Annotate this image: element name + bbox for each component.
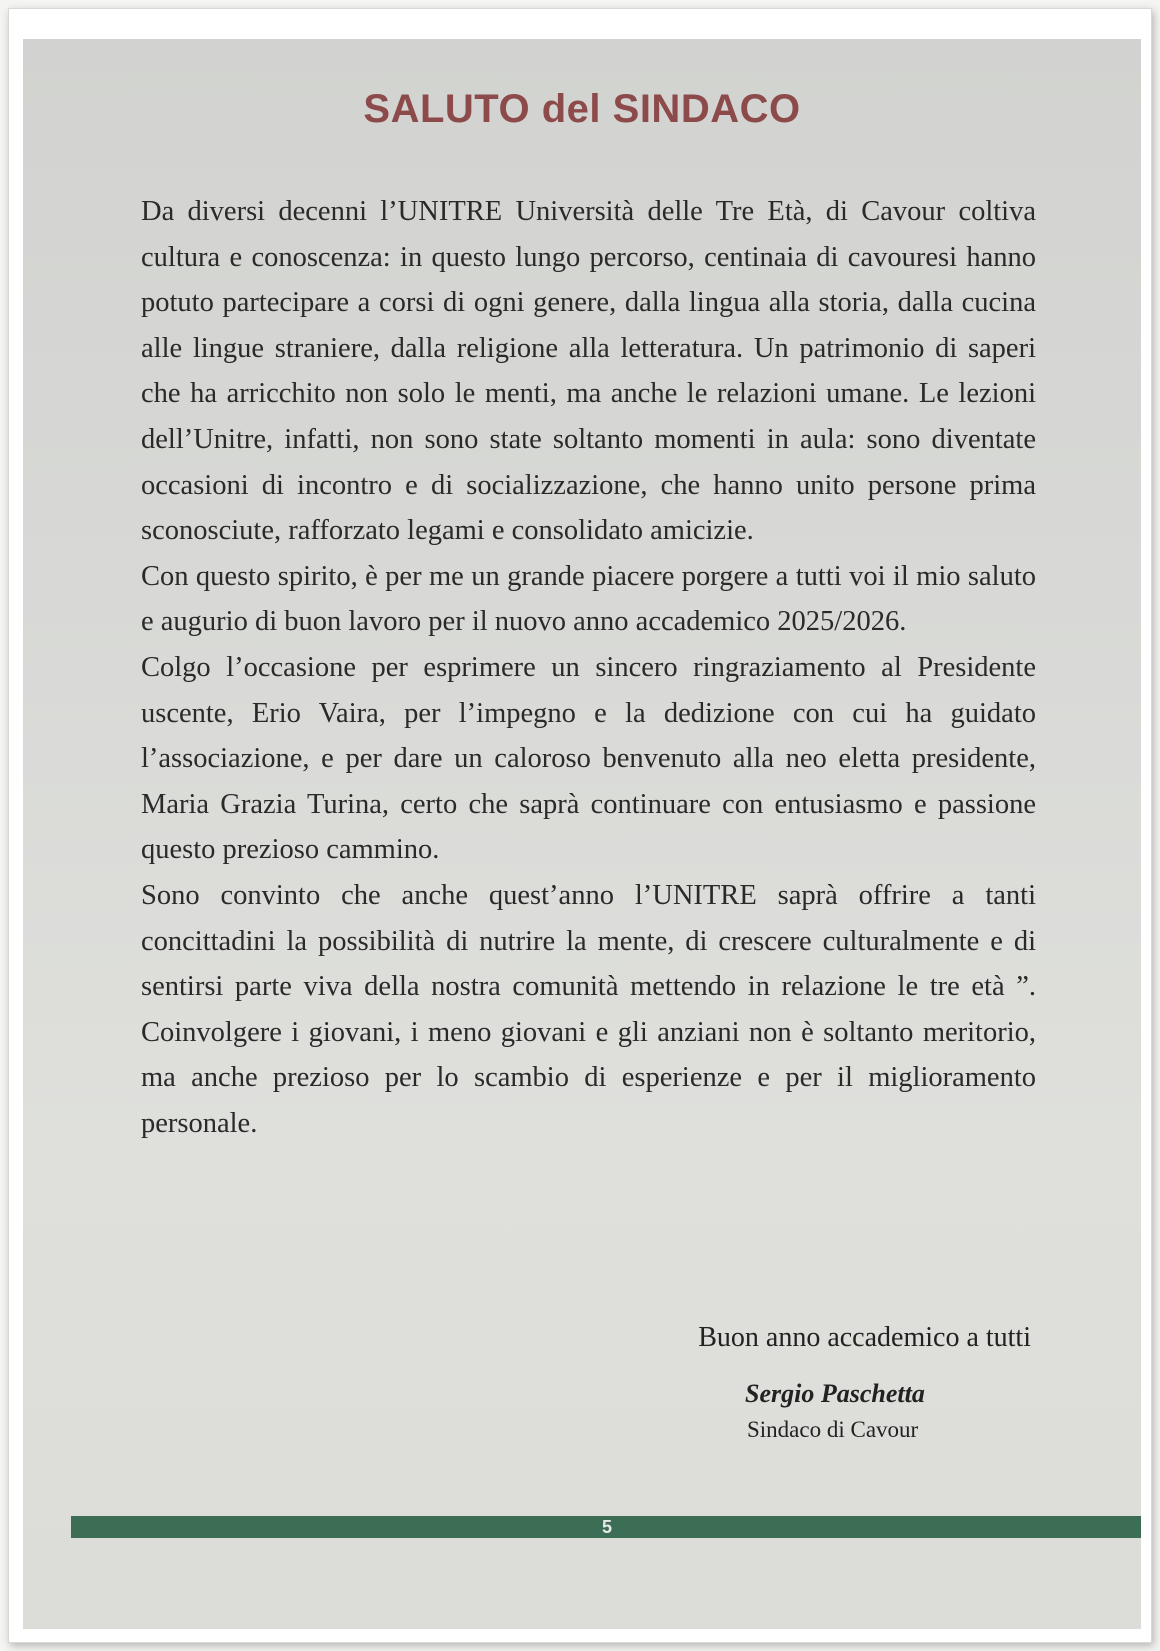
paragraph: Da diversi decenni l’UNITRE Università delle Tre Età, di Cavour coltiva cultura e conoscenza: in questo lungo percorso, centinaia di cavouresi hanno potuto partecipare a corsi di ogni genere, dalla lingua alla storia, dalla cucina alle lingue straniere, dalla religione alla letteratura. Un patrimonio di saperi che ha arricchito non solo le menti, ma anche le relazioni umane. Le lezioni dell’Unitre, infatti, non sono state soltanto momenti in aula: sono diventate occasioni di incontro e di socializzazione, che hanno unito persone prima sconosciute, rafforzato legami e consolidato amicizie. — [141, 196, 1036, 547]
paragraph: Con questo spirito, è per me un grande piacere porgere a tutti voi il mio saluto e augurio di buon lavoro per il nuovo anno accademico 2025/2026. — [141, 560, 1036, 638]
paragraph: Colgo l’occasione per esprimere un sincero ringraziamento al Presidente uscente, Erio Vaira, per l’impegno e la dedizione con cui ha guidato l’associazione, e per dare un caloroso benvenuto alla neo eletta presidente, Maria Grazia Turina, certo che saprà continuare con entusiasmo e passione questo prezioso cammino. — [141, 651, 1036, 866]
paragraph: Sono convinto che anche quest’anno l’UNITRE saprà offrire a tanti concittadini la possibilità di nutrire la mente, di crescere culturalmente e di sentirsi parte viva della nostra comunità mettendo in relazione le tre età ”. Coinvolgere i giovani, i meno giovani e gli anziani non è soltanto meritorio, ma anche prezioso per lo scambio di esperienze e per il miglioramento personale. — [141, 879, 1036, 1139]
closing-greeting: Buon anno accademico a tutti — [698, 1322, 1031, 1353]
page-title: SALUTO del SINDACO — [363, 87, 801, 131]
footer-bar — [71, 1516, 1141, 1538]
document-page — [23, 39, 1141, 1629]
photo-frame — [8, 8, 1152, 1643]
letter-body — [141, 189, 1036, 1146]
signature-role: Sindaco di Cavour — [747, 1417, 919, 1442]
page-number: 5 — [601, 1517, 612, 1537]
signature-name: Sergio Paschetta — [745, 1379, 925, 1408]
